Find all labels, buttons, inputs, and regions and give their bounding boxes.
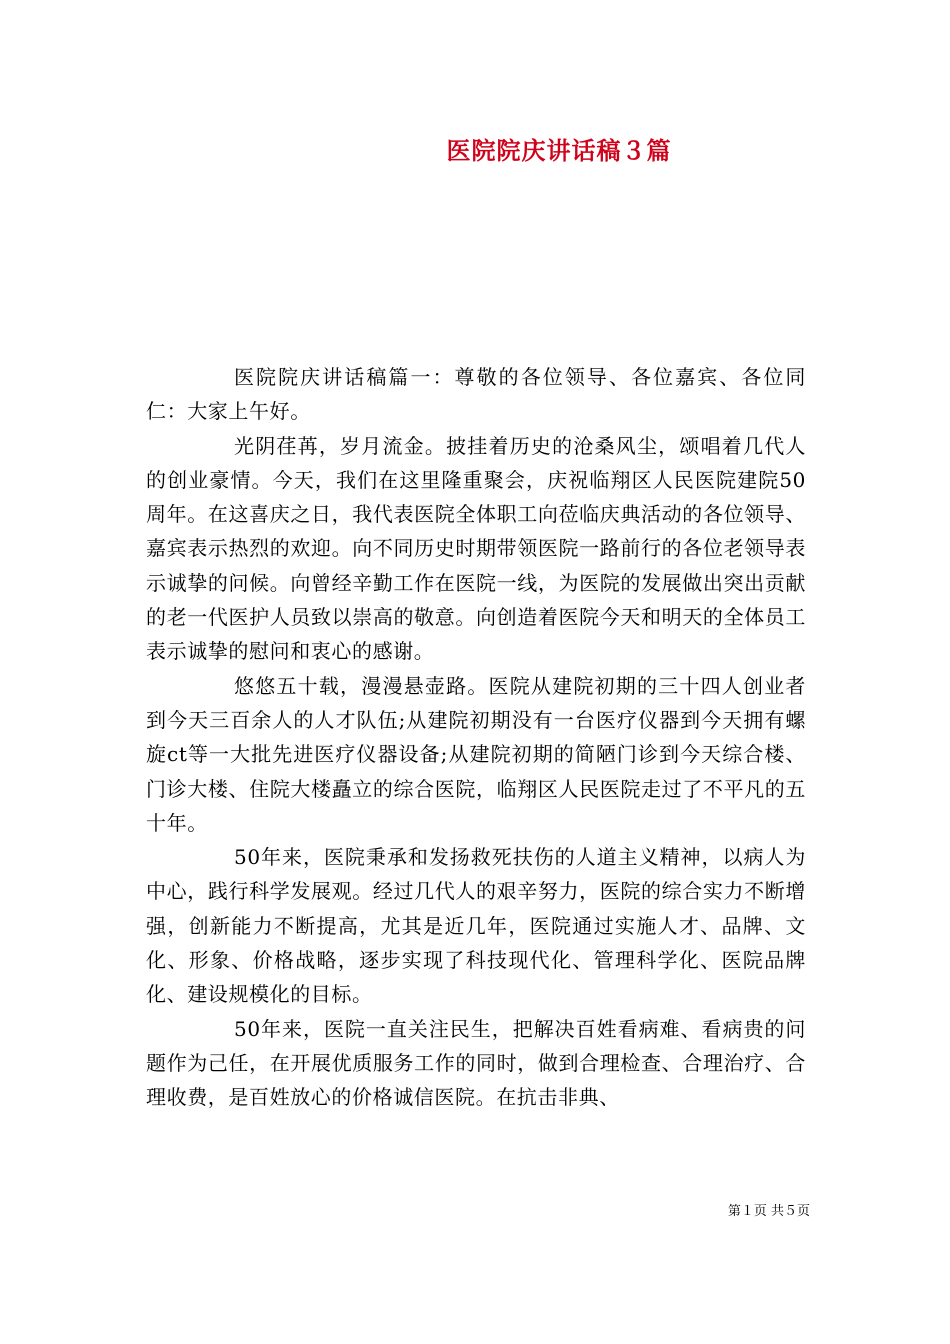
document-body — [146, 360, 806, 1115]
paragraph: 悠悠五十载，漫漫悬壶路。医院从建院初期的三十四人创业者到今天三百余人的人才队伍;从建院初期没有一台医疗仪器到今天拥有螺旋ct等一大批先进医疗仪器设备;从建院初期的简陋门诊到今天综合楼、门诊大楼、住院大楼矗立的综合医院，临翔区人民医院走过了不平凡的五十年。 — [146, 673, 806, 835]
paragraph: 50年来，医院秉承和发扬救死扶伤的人道主义精神，以病人为中心，践行科学发展观。经过几代人的艰辛努力，医院的综合实力不断增强，创新能力不断提高，尤其是近几年，医院通过实施人才、品牌、文化、形象、价格战略，逐步实现了科技现代化、管理科学化、医院品牌化、建设规模化的目标。 — [146, 845, 806, 1007]
paragraph: 医院院庆讲话稿篇一：尊敬的各位领导、各位嘉宾、各位同仁：大家上午好。 — [146, 365, 806, 424]
paragraph: 50年来，医院一直关注民生，把解决百姓看病难、看病贵的问题作为己任，在开展优质服务工作的同时，做到合理检查、合理治疗、合理收费，是百姓放心的价格诚信医院。在抗击非典、 — [146, 1016, 806, 1110]
paragraph: 光阴荏苒，岁月流金。披挂着历史的沧桑风尘，颂唱着几代人的创业豪情。今天，我们在这里隆重聚会，庆祝临翔区人民医院建院50周年。在这喜庆之日，我代表医院全体职工向莅临庆典活动的各位领导、嘉宾表示热烈的欢迎。向不同历史时期带领医院一路前行的各位老领导表示诚挚的问候。向曾经辛勤工作在医院一线，为医院的发展做出突出贡献的老一代医护人员致以崇高的敬意。向创造着医院今天和明天的全体员工表示诚挚的慰问和衷心的感谢。 — [146, 433, 806, 664]
page-number-footer: 第１页 共５页 — [727, 1204, 810, 1219]
document-title: 医院院庆讲话稿３篇 — [446, 136, 672, 165]
